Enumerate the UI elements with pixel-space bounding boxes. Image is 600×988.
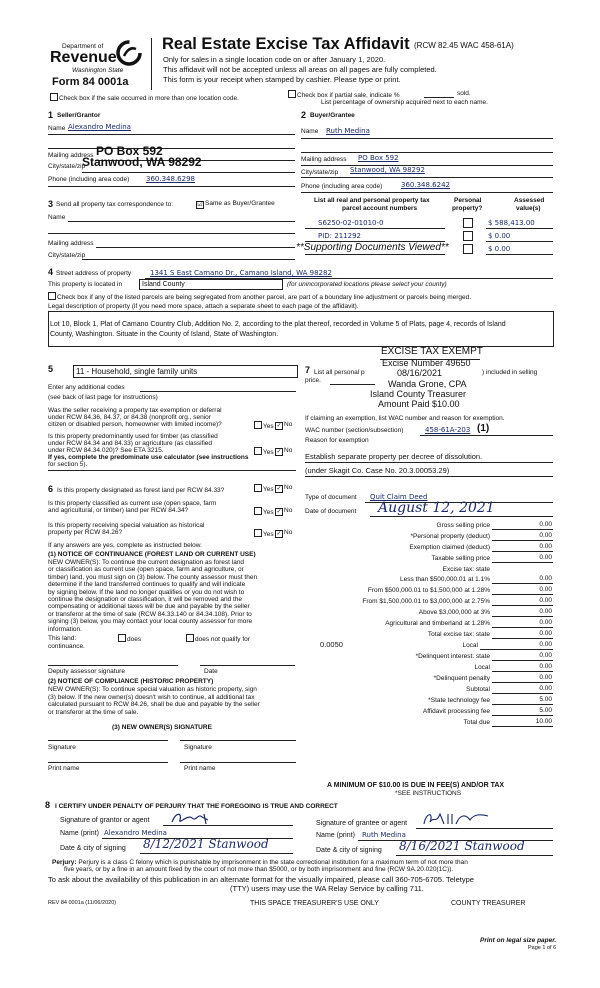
s5-see-list: (see back of last page for instructions) — [48, 394, 158, 401]
no-label: No — [284, 447, 293, 454]
fee-underline — [492, 671, 553, 672]
fee-value[interactable]: 0.00 — [539, 597, 552, 604]
doc-date[interactable]: August 12, 2021 — [378, 500, 495, 516]
parcel-header-3b: value(s) — [516, 205, 541, 212]
fee-row — [305, 706, 553, 716]
s5-q2-yes[interactable] — [254, 447, 274, 456]
stamp-office: Island County Treasurer — [370, 389, 467, 399]
fee-label: Local — [462, 642, 478, 649]
parcel-header-2b: property? — [452, 205, 483, 212]
s8-certify: I CERTIFY UNDER PENALTY OF PERJURY THAT THE FOREGOING IS TRUE AND CORRECT — [55, 803, 338, 810]
owner-signature-label-1: Signature — [48, 744, 76, 751]
county-select[interactable] — [139, 279, 283, 290]
yes-label: Yes — [263, 486, 274, 493]
s5-q2e: for section 5). — [48, 461, 88, 468]
s6-q2-no[interactable]: ✓ No — [276, 507, 293, 515]
fee-row — [305, 607, 553, 617]
s3-name-label: Name — [48, 214, 66, 221]
assessed-value-1[interactable]: $ 588,413.00 — [488, 219, 535, 227]
fee-underline — [492, 726, 553, 727]
fee-value[interactable]: 0.00 — [539, 641, 552, 648]
s7-list-label: List all personal p — [314, 369, 365, 376]
fee-value[interactable]: 0.00 — [539, 619, 552, 626]
fee-row — [305, 564, 553, 574]
does-not-qualify-checkbox[interactable] — [186, 634, 250, 643]
notice-1-line: or classification as current use (open space, farm and agriculture, or — [48, 566, 244, 574]
fee-label: Local — [474, 664, 490, 671]
grantor-signature[interactable] — [168, 810, 228, 828]
parcel-number-1[interactable]: S6250-02-01010-0 — [318, 219, 384, 227]
s5-additional-codes: Enter any additional codes — [48, 384, 125, 391]
s5-number: 5 — [48, 364, 54, 374]
fee-table — [305, 520, 553, 760]
s5-q2-no[interactable]: ✓ No — [276, 447, 293, 455]
s6-q2a: Is this property classified as current use (open space, farm — [48, 500, 217, 507]
grantor-signature-image — [168, 810, 228, 826]
fee-underline — [492, 682, 553, 683]
assessed-value-2[interactable]: $ 0.00 — [488, 232, 511, 240]
legal-paper-note: Print on legal size paper. — [480, 937, 557, 944]
notice-2-line: calculated pursuant to RCW 84.26, shall be due and payable by the seller — [48, 701, 260, 709]
grantee-date-label: Date & city of signing — [316, 847, 382, 854]
sold-label: sold. — [457, 90, 471, 97]
s2-phone-label: Phone (including area code) — [301, 183, 383, 190]
wac-label: WAC number (section/subsection) — [305, 427, 404, 434]
s2-name-label: Name — [301, 128, 319, 135]
notice-1-line: or transferor at the time of sale (RCW 84.33.140 or 84.34.108). Prior to — [48, 610, 252, 618]
sub-3: This form is your receipt when stamped by cashier. Please type or print. — [163, 75, 401, 84]
s6-if-any: If any answers are yes, complete as instructed below. — [48, 542, 202, 549]
fee-label: Affidavit processing fee — [422, 708, 490, 715]
s6-q3b: property per RCW 84.26? — [48, 529, 123, 536]
perjury-bold: Perjury: — [52, 859, 77, 866]
fee-row — [305, 542, 553, 552]
dor-logo — [116, 40, 142, 68]
s1-name[interactable]: Alexandro Medina — [68, 123, 131, 131]
notice-3-heading: (3) NEW OWNER(S) SIGNATURE — [112, 724, 212, 731]
minimum-due: A MINIMUM OF $10.00 IS DUE IN FEE(S) AND/OR TAX — [327, 782, 505, 789]
fee-label: *Personal property (deduct) — [410, 533, 490, 540]
fee-row — [305, 574, 553, 584]
fee-value[interactable]: 0.00 — [539, 608, 552, 615]
s6-q3-no[interactable]: ✓ No — [276, 529, 293, 537]
fee-row — [305, 673, 553, 683]
land-use-code-select[interactable] — [73, 365, 298, 378]
grantee-signature-image — [420, 808, 500, 828]
form-title: Real Estate Excise Tax Affidavit — [162, 35, 410, 53]
fee-label: From $1,500,000.01 to $3,000,000 at 2.75% — [362, 598, 490, 605]
no-label: No — [284, 507, 293, 514]
s3-number: 3 — [48, 199, 54, 209]
s5-q1b: under RCW 84.36, 84.37, or 84.38 (nonprofit org., senior — [48, 414, 211, 421]
s8-number: 8 — [45, 800, 51, 810]
s6-q3-yes[interactable] — [254, 529, 274, 538]
notice-1-line: determine if the land transferred continues to qualify and will indicate — [48, 581, 246, 589]
s5-q2c: under RCW 84.34.020)? See ETA 3215. — [48, 447, 164, 454]
fee-underline — [480, 649, 553, 650]
yes-label: Yes — [263, 531, 274, 538]
fee-row — [305, 585, 553, 595]
parcel-number-2[interactable]: PID: 211292 — [318, 232, 361, 240]
s3-mail-label: Mailing address — [48, 240, 94, 247]
s6-q1: Is this property designated as forest land per RCW 84.33? — [57, 487, 225, 494]
notice-1-line: NEW OWNER(S): To continue the current designation as forest land — [48, 559, 245, 566]
notice-2-line: or transferor at the time of sale. — [48, 708, 139, 716]
fee-row — [305, 531, 553, 541]
assessed-value-3[interactable]: $ 0.00 — [488, 245, 511, 253]
does-label: does — [127, 636, 142, 643]
parcel-header-1b: parcel account numbers — [342, 205, 418, 212]
grantor-name-label: Name (print) — [60, 830, 99, 837]
stamp-name: Wanda Grone, CPA — [388, 379, 467, 389]
s6-q3a: Is this property receiving special valuation as historical — [48, 522, 205, 529]
grantee-date[interactable]: 8/16/2021 Stanwood — [399, 839, 525, 853]
form-number: Form 84 0001a — [52, 76, 129, 88]
fee-value[interactable]: 5.00 — [539, 696, 552, 703]
form-rcw: (RCW 82.45 WAC 458-61A) — [414, 41, 514, 50]
fee-underline — [492, 594, 553, 595]
notice-1-line: continue the designation or classification, it will be removed and the — [48, 596, 243, 603]
personal-property-checkbox-1[interactable] — [463, 218, 473, 228]
s6-q1-no[interactable]: ✓ No — [276, 484, 293, 492]
s1-label: Seller/Grantor — [57, 112, 101, 119]
s2-mail[interactable]: PO Box 592 — [358, 154, 399, 162]
notice-1-line: signing (3) below, you may contact your local county assessor for more — [48, 618, 253, 626]
revision-label: REV 84 0001a (11/06/2020) — [48, 900, 117, 906]
stamp-excise-number: Excise Number 49650 — [382, 358, 471, 368]
s5-q1-no[interactable]: ✓ No — [276, 421, 293, 429]
legal-description-box[interactable] — [48, 311, 554, 347]
multi-location-checkbox[interactable] — [50, 93, 239, 102]
s1-city-label: City/state/zip — [48, 163, 86, 170]
fee-row — [305, 520, 553, 530]
s5-q2b: under RCW 84.34 and 84.33) or agriculture (as classified — [48, 440, 213, 447]
legal-desc-line-2: County, Washington. Situate in the County of Island, State of Washington. — [50, 331, 279, 338]
s1-city[interactable]: Stanwood, WA 98292 — [82, 155, 202, 169]
fee-value[interactable]: 0.00 — [539, 586, 552, 593]
fee-underline — [492, 562, 553, 563]
s2-mail-label: Mailing address — [301, 156, 347, 163]
alt-format-line-2: (TTY) users may use the WA Relay Service by calling 711. — [230, 884, 424, 893]
grantee-name-label: Name (print) — [316, 832, 355, 839]
county-value: Island County — [142, 281, 185, 288]
grantor-date-label: Date & city of signing — [60, 845, 126, 852]
s6-q1-yes[interactable] — [254, 484, 274, 493]
fee-value[interactable]: 0.00 — [539, 674, 552, 681]
yes-label: Yes — [263, 509, 274, 516]
fee-row — [305, 553, 553, 563]
s1-mail-label: Mailing address — [48, 152, 94, 159]
s4-street[interactable]: 1341 S East Camano Dr., Camano Island, WA 98282 — [150, 269, 332, 277]
grantor-sig-label: Signature of grantor or agent — [60, 817, 150, 824]
land-use-code: 11 - Household, single family units — [76, 367, 198, 376]
stamp-title: EXCISE TAX EXEMPT — [381, 346, 483, 357]
page-number: Page 1 of 6 — [528, 945, 557, 951]
dor-logo-icon — [116, 40, 142, 66]
legal-desc-line-1: Lot 10, Block 1, Plat of Camano Country Club, Addition No. 2, according to the plat thereof, recorded in Volume 5 of Plats, page 4, records of Island — [50, 321, 506, 328]
s1-name-label: Name — [48, 125, 66, 132]
fee-row — [305, 695, 553, 705]
fee-label: Subtotal — [466, 686, 490, 693]
fee-underline — [492, 715, 553, 716]
fee-value[interactable]: 10.00 — [535, 718, 552, 725]
fee-row — [305, 717, 553, 727]
grantor-date[interactable]: 8/12/2021 Stanwood — [143, 837, 269, 851]
s2-name[interactable]: Ruth Medina — [326, 127, 370, 135]
perjury-text-1: Perjury is a class C felony which is punishable by imprisonment in the state correctional institution for a maximum term of not more than — [78, 859, 468, 866]
reason-line-2[interactable]: (under Skagit Co. Case No. 20.3.00053.29) — [305, 466, 450, 475]
notice-2-heading: (2) NOTICE OF COMPLIANCE (HISTORIC PROPERTY) — [48, 678, 214, 685]
s2-number: 2 — [301, 110, 307, 120]
s3-same-checkbox[interactable] — [196, 200, 275, 209]
s5-q1c: citizen or disabled person, homeowner with limited income)? — [48, 421, 222, 428]
continuance-label: continuance. — [48, 643, 85, 650]
fee-label: Exemption claimed (deduct) — [409, 544, 490, 551]
fee-label: Total due — [463, 719, 490, 726]
s4-street-label: Street address of property — [56, 270, 132, 277]
fee-value[interactable]: 5.00 — [539, 707, 552, 714]
yes-label: Yes — [263, 423, 274, 430]
fee-row — [305, 684, 553, 694]
exemption-claim-label: If claiming an exemption, list WAC number and reason for exemption. — [305, 415, 505, 422]
fee-row — [305, 596, 553, 606]
dept-label: Department of — [62, 43, 104, 50]
this-land-label: This land: — [48, 635, 77, 642]
s4-number: 4 — [48, 267, 54, 277]
parcel-header-1: List all real and personal property tax — [314, 197, 430, 204]
notice-1-heading: (1) NOTICE OF CONTINUANCE (FOREST LAND OR CURRENT USE) — [48, 551, 256, 558]
parcel-header-3: Assessed — [514, 197, 545, 204]
sub-1: Only for sales in a single location code on or after January 1, 2020. — [163, 55, 386, 64]
no-label: No — [284, 484, 293, 491]
s2-phone[interactable]: 360.348.6242 — [401, 181, 450, 189]
personal-property-checkbox-3[interactable] — [463, 244, 473, 254]
fee-label: Less than $500,000.01 at 1.1% — [400, 576, 490, 583]
fee-row — [305, 629, 553, 639]
deputy-date-label: Date — [204, 668, 218, 675]
fee-label: Excise tax: state — [442, 566, 490, 573]
reason-line-1[interactable]: Establish separate property per decree of dissolution. — [305, 452, 483, 461]
s6-q2-yes[interactable] — [254, 507, 274, 516]
s3-same-label: Same as Buyer/Grantee — [205, 200, 275, 207]
no-label: No — [284, 421, 293, 428]
fee-value[interactable]: 0.00 — [539, 521, 552, 528]
fee-value[interactable]: 0.00 — [539, 532, 552, 539]
owner-print-label-1: Print name — [48, 765, 80, 772]
s3-city-label: City/state/zip — [48, 252, 86, 259]
s1-phone[interactable]: 360.348.6298 — [146, 175, 195, 183]
fee-row — [305, 640, 553, 650]
stamp-amount: Amount Paid $10.00 — [378, 399, 460, 409]
stamp-date: 08/16/2021 — [397, 368, 443, 378]
doc-type[interactable]: Quit Claim Deed — [370, 493, 428, 501]
fee-underline — [492, 627, 553, 628]
sub-2: This affidavit will not be accepted unless all areas on all pages are fully completed. — [163, 65, 437, 74]
fee-label: From $500,000.01 to $1,500,000 at 1.28% — [367, 587, 490, 594]
s3-check-mark: ☑ — [197, 202, 203, 208]
fee-value[interactable]: 0.00 — [539, 663, 552, 670]
fee-value[interactable]: 0.00 — [539, 685, 552, 692]
fee-value[interactable]: 0.00 — [539, 554, 552, 561]
does-qualify-checkbox[interactable] — [118, 634, 141, 643]
does-not-label: does not qualify for — [195, 636, 250, 643]
s7-price-label: price. — [305, 377, 321, 384]
notice-2-line: (3) below. If the new owner(s) doesn't wish to continue, all additional tax — [48, 693, 255, 701]
fee-label: Above $3,000,000 at 3% — [418, 609, 490, 616]
fee-underline — [492, 583, 553, 584]
notice-1-line: by signing below. If the land no longer qualifies or you do not wish to — [48, 588, 245, 596]
county-treasurer: COUNTY TREASURER — [451, 900, 526, 907]
fee-label: Gross selling price — [436, 522, 490, 529]
fee-underline — [492, 704, 553, 705]
s5-q1a: Was the seller receiving a property tax exemption or deferral — [48, 407, 222, 414]
grantee-sig-label: Signature of grantee or agent — [316, 820, 408, 827]
s2-city[interactable]: Stanwood, WA 98292 — [350, 166, 425, 174]
fee-value[interactable]: 0.00 — [539, 543, 552, 550]
fee-value[interactable]: 0.00 — [539, 630, 552, 637]
owner-signature-label-2: Signature — [184, 744, 212, 751]
no-label: No — [284, 529, 293, 536]
notice-2-line: NEW OWNER(S): To continue special valuation as historic property, sign — [48, 686, 257, 693]
fee-underline — [492, 551, 553, 552]
wac-number[interactable]: 458-61A-203 — [425, 426, 471, 434]
s7-included-label: ) included in selling — [482, 369, 538, 376]
s5-q2d: If yes, complete the predominate use calculator (see instructions — [48, 454, 249, 461]
fee-underline — [492, 605, 553, 606]
fee-row — [305, 651, 553, 661]
percentage-note: List percentage of ownership acquired next to each name. — [321, 99, 488, 106]
fee-underline — [492, 660, 553, 661]
s5-q2a: Is this property predominantly used for timber (as classified — [48, 433, 218, 440]
s7-number: 7 — [305, 365, 311, 375]
notice-1-line: information. — [48, 625, 82, 633]
reason-label: Reason for exemption — [305, 437, 369, 444]
partial-sale-label: Check box if partial sale, indicate % — [297, 92, 400, 99]
perjury-line-2: five years, or by a fine in an amount fixed by the court of not more than $5000, or by both imprisonment and fine (RCW 9A.20.020(1C)). — [64, 866, 454, 873]
yes-label: Yes — [263, 449, 274, 456]
s1-mail[interactable]: PO Box 592 — [96, 144, 163, 158]
fee-value[interactable]: 0.00 — [539, 575, 552, 582]
fee-underline — [492, 638, 553, 639]
fee-value[interactable]: 0.00 — [539, 652, 552, 659]
fee-label: *Delinquent penalty — [433, 675, 490, 682]
s1-phone-label: Phone (including area code) — [48, 176, 130, 183]
supporting-docs-stamp: **Supporting Documents Viewed** — [296, 242, 449, 253]
owner-print-label-2: Print name — [184, 765, 216, 772]
alt-format-line-1: To ask about the availability of this publication in an alternate format for the visually impaired, please call 360-705-6705. Teletype — [48, 875, 474, 884]
grantee-signature[interactable] — [420, 808, 500, 830]
agency-name: Revenue — [50, 49, 117, 66]
treasurer-use: THIS SPACE TREASURER'S USE ONLY — [250, 900, 379, 907]
local-rate: 0.0050 — [320, 640, 343, 649]
deputy-assessor-label: Deputy assessor signature — [48, 668, 125, 675]
fee-label: *State technology fee — [428, 697, 490, 704]
see-instructions: *SEE INSTRUCTIONS — [395, 790, 462, 797]
s6-number: 6 — [48, 484, 54, 494]
state-label: Washington State — [72, 67, 124, 74]
fee-label: *Delinquent interest: state — [415, 653, 490, 660]
parcel-header-2: Personal — [454, 197, 482, 204]
fee-label: Taxable selling price — [431, 555, 490, 562]
notice-1-line: timber) land, you must sign on (3) below. The county assessor must then — [48, 573, 258, 581]
segregation-checkbox[interactable] — [48, 292, 471, 301]
multi-location-label: Check box if the sale occurred in more than one location code. — [59, 95, 239, 102]
s2-label: Buyer/Grantee — [310, 112, 355, 119]
s2-city-label: City/state/zip — [301, 169, 339, 176]
personal-property-checkbox-2[interactable] — [463, 231, 473, 241]
segregation-label: Check box if any of the listed parcels are being segregated from another parcel, are part of a boundary line adjustment or parcels being merged. — [57, 294, 472, 301]
s5-q1-yes[interactable] — [254, 421, 274, 430]
fee-underline — [492, 616, 553, 617]
doc-date-label: Date of document — [305, 508, 357, 515]
unincorporated-note: (for unincorporated locations please select your county) — [287, 281, 447, 288]
fee-underline — [492, 540, 553, 541]
fee-label: Agricultural and timberland at 1.28% — [385, 620, 490, 627]
grantor-name[interactable]: Alexandro Medina — [104, 829, 167, 837]
s1-number: 1 — [48, 110, 54, 120]
notice-1-line: compensating or additional taxes will be due and payable by the seller — [48, 603, 250, 611]
s6-q2b: and agricultural, or timber) land per RCW 84.34? — [48, 507, 189, 514]
fee-label: Total excise tax: state — [427, 631, 490, 638]
fee-row — [305, 662, 553, 672]
s4-county-label: This property is located in — [48, 281, 123, 288]
fee-underline — [492, 693, 553, 694]
legal-desc-label: Legal description of property (if you need more space, attach a separate sheet to each page of the affidavit). — [48, 303, 359, 310]
wac-subsection[interactable]: (1) — [477, 423, 490, 434]
s3-text: Send all property tax correspondence to: — [56, 201, 174, 208]
fee-underline — [492, 529, 553, 530]
doc-type-label: Type of document — [305, 494, 357, 501]
fee-row — [305, 618, 553, 628]
grantee-name[interactable]: Ruth Medina — [362, 831, 406, 839]
